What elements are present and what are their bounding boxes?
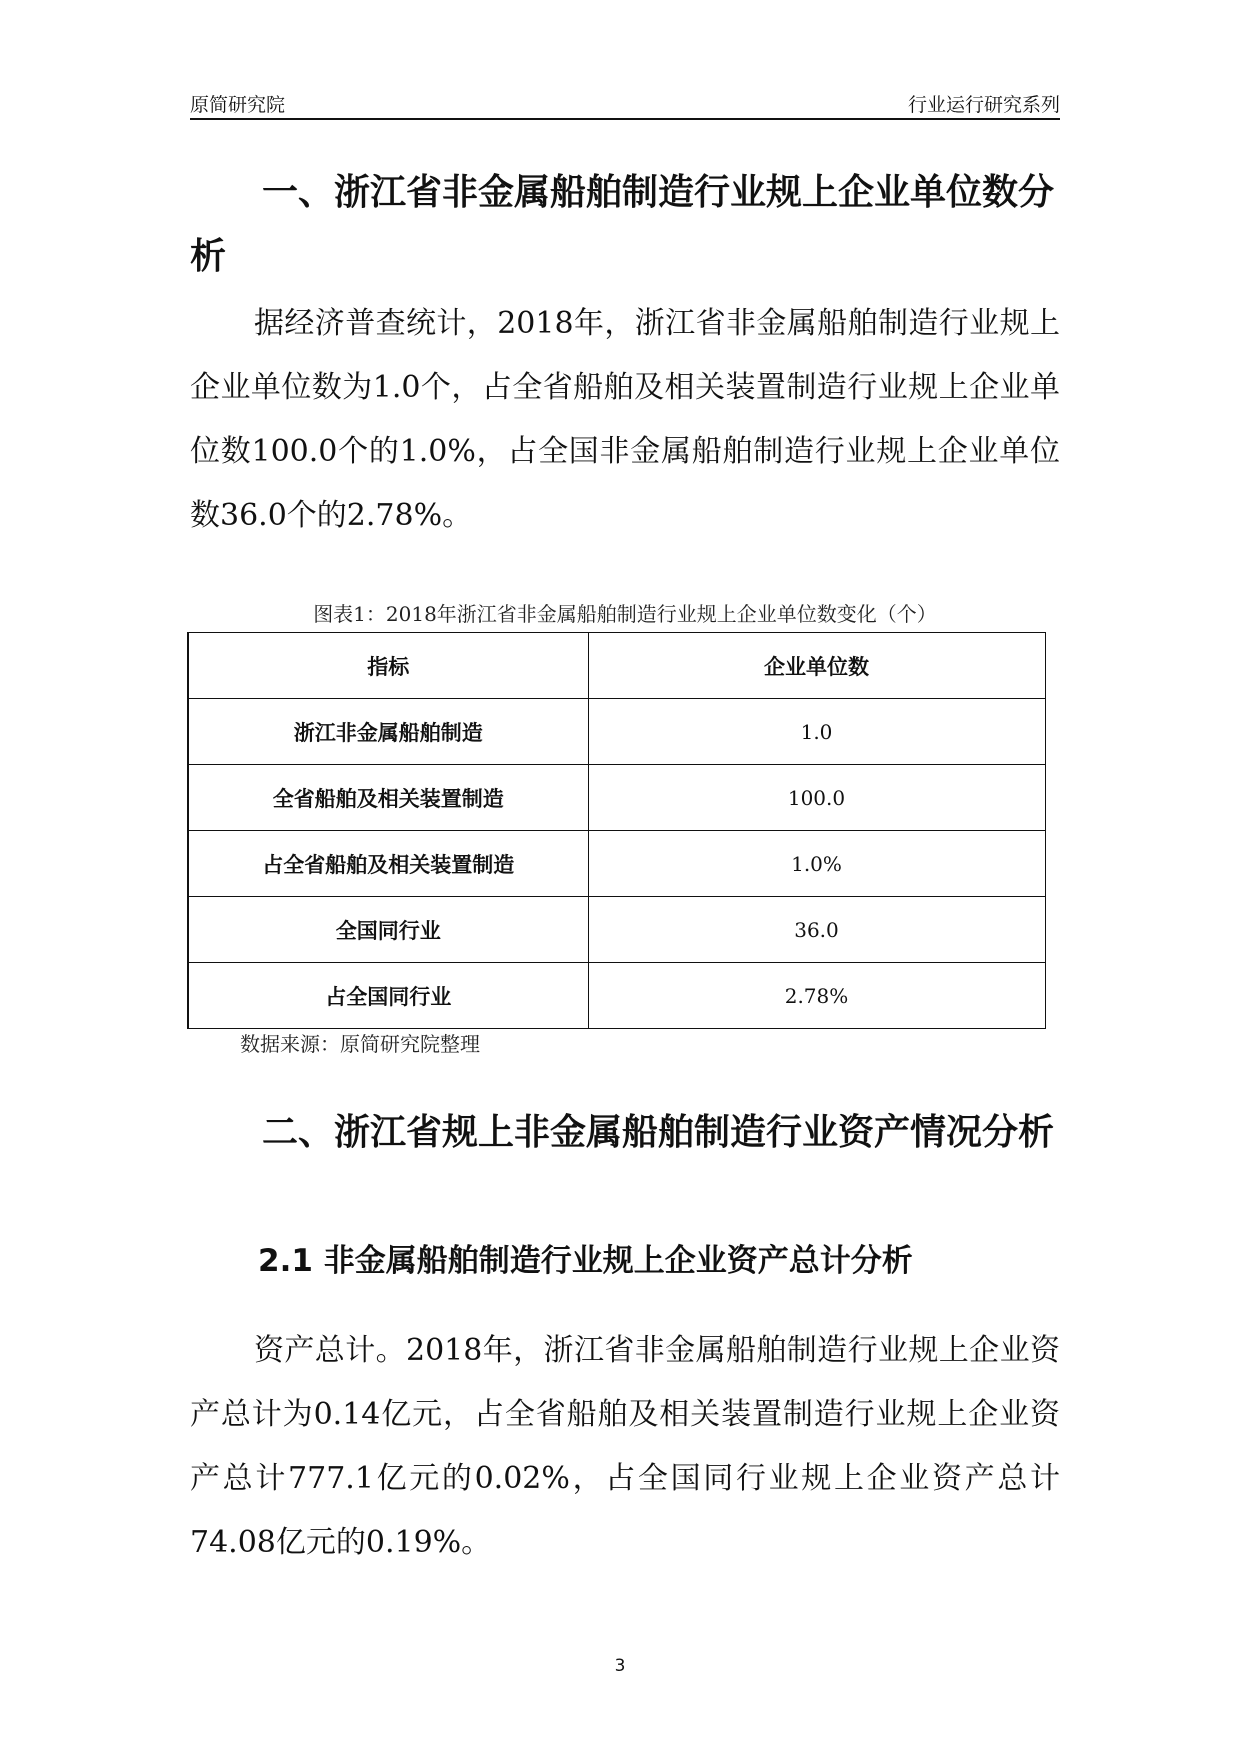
table1-source-note: 数据来源：原简研究院整理: [240, 1032, 480, 1056]
table-header-indicator: 指标: [188, 633, 588, 699]
row-value: 2.78%: [588, 963, 1045, 1029]
subsection-2-1-paragraph: 资产总计。2018年，浙江省非金属船舶制造行业规上企业资产总计为0.14亿元，占全省船舶及相关装置制造行业规上企业资产总计777.1亿元的0.02%，占全国同行业规上企业资产总计74.08亿元的0.19%。: [190, 1333, 1060, 1560]
row-label: 占全省船舶及相关装置制造: [188, 831, 588, 897]
page-number: 3: [614, 1656, 626, 1676]
row-label: 全省船舶及相关装置制造: [188, 765, 588, 831]
row-value: 36.0: [588, 897, 1045, 963]
row-value: 1.0: [588, 699, 1045, 765]
table-header-row: [188, 633, 1045, 699]
table-row: [188, 963, 1045, 1029]
subsection-2-1-heading: 2.1 非金属船舶制造行业规上企业资产总计分析: [258, 1243, 913, 1279]
row-label: 占全国同行业: [188, 963, 588, 1029]
row-value: 1.0%: [588, 831, 1045, 897]
row-value: 100.0: [588, 765, 1045, 831]
row-label: 全国同行业: [188, 897, 588, 963]
table-row: [188, 765, 1045, 831]
enterprise-count-table: [187, 632, 1046, 1029]
section1-heading: 一、浙江省非金属船舶制造行业规上企业单位数分析: [190, 172, 1055, 277]
table-row: [188, 897, 1045, 963]
section1-paragraph: 据经济普查统计，2018年，浙江省非金属船舶制造行业规上企业单位数为1.0个，占全省船舶及相关装置制造行业规上企业单位数100.0个的1.0%，占全国非金属船舶制造行业规上企业单位数36.0个的2.78%。: [190, 306, 1060, 533]
table1-caption: 图表1：2018年浙江省非金属船舶制造行业规上企业单位数变化（个）: [313, 602, 937, 626]
page-header: [190, 84, 1060, 120]
table-row: [188, 699, 1045, 765]
section2-heading: 二、浙江省规上非金属船舶制造行业资产情况分析: [262, 1112, 1055, 1153]
header-series-name: 行业运行研究系列: [907, 94, 1060, 116]
row-label: 浙江非金属船舶制造: [188, 699, 588, 765]
header-org-name: 原简研究院: [190, 94, 286, 116]
table-header-count: 企业单位数: [588, 633, 1045, 699]
table-row: [188, 831, 1045, 897]
